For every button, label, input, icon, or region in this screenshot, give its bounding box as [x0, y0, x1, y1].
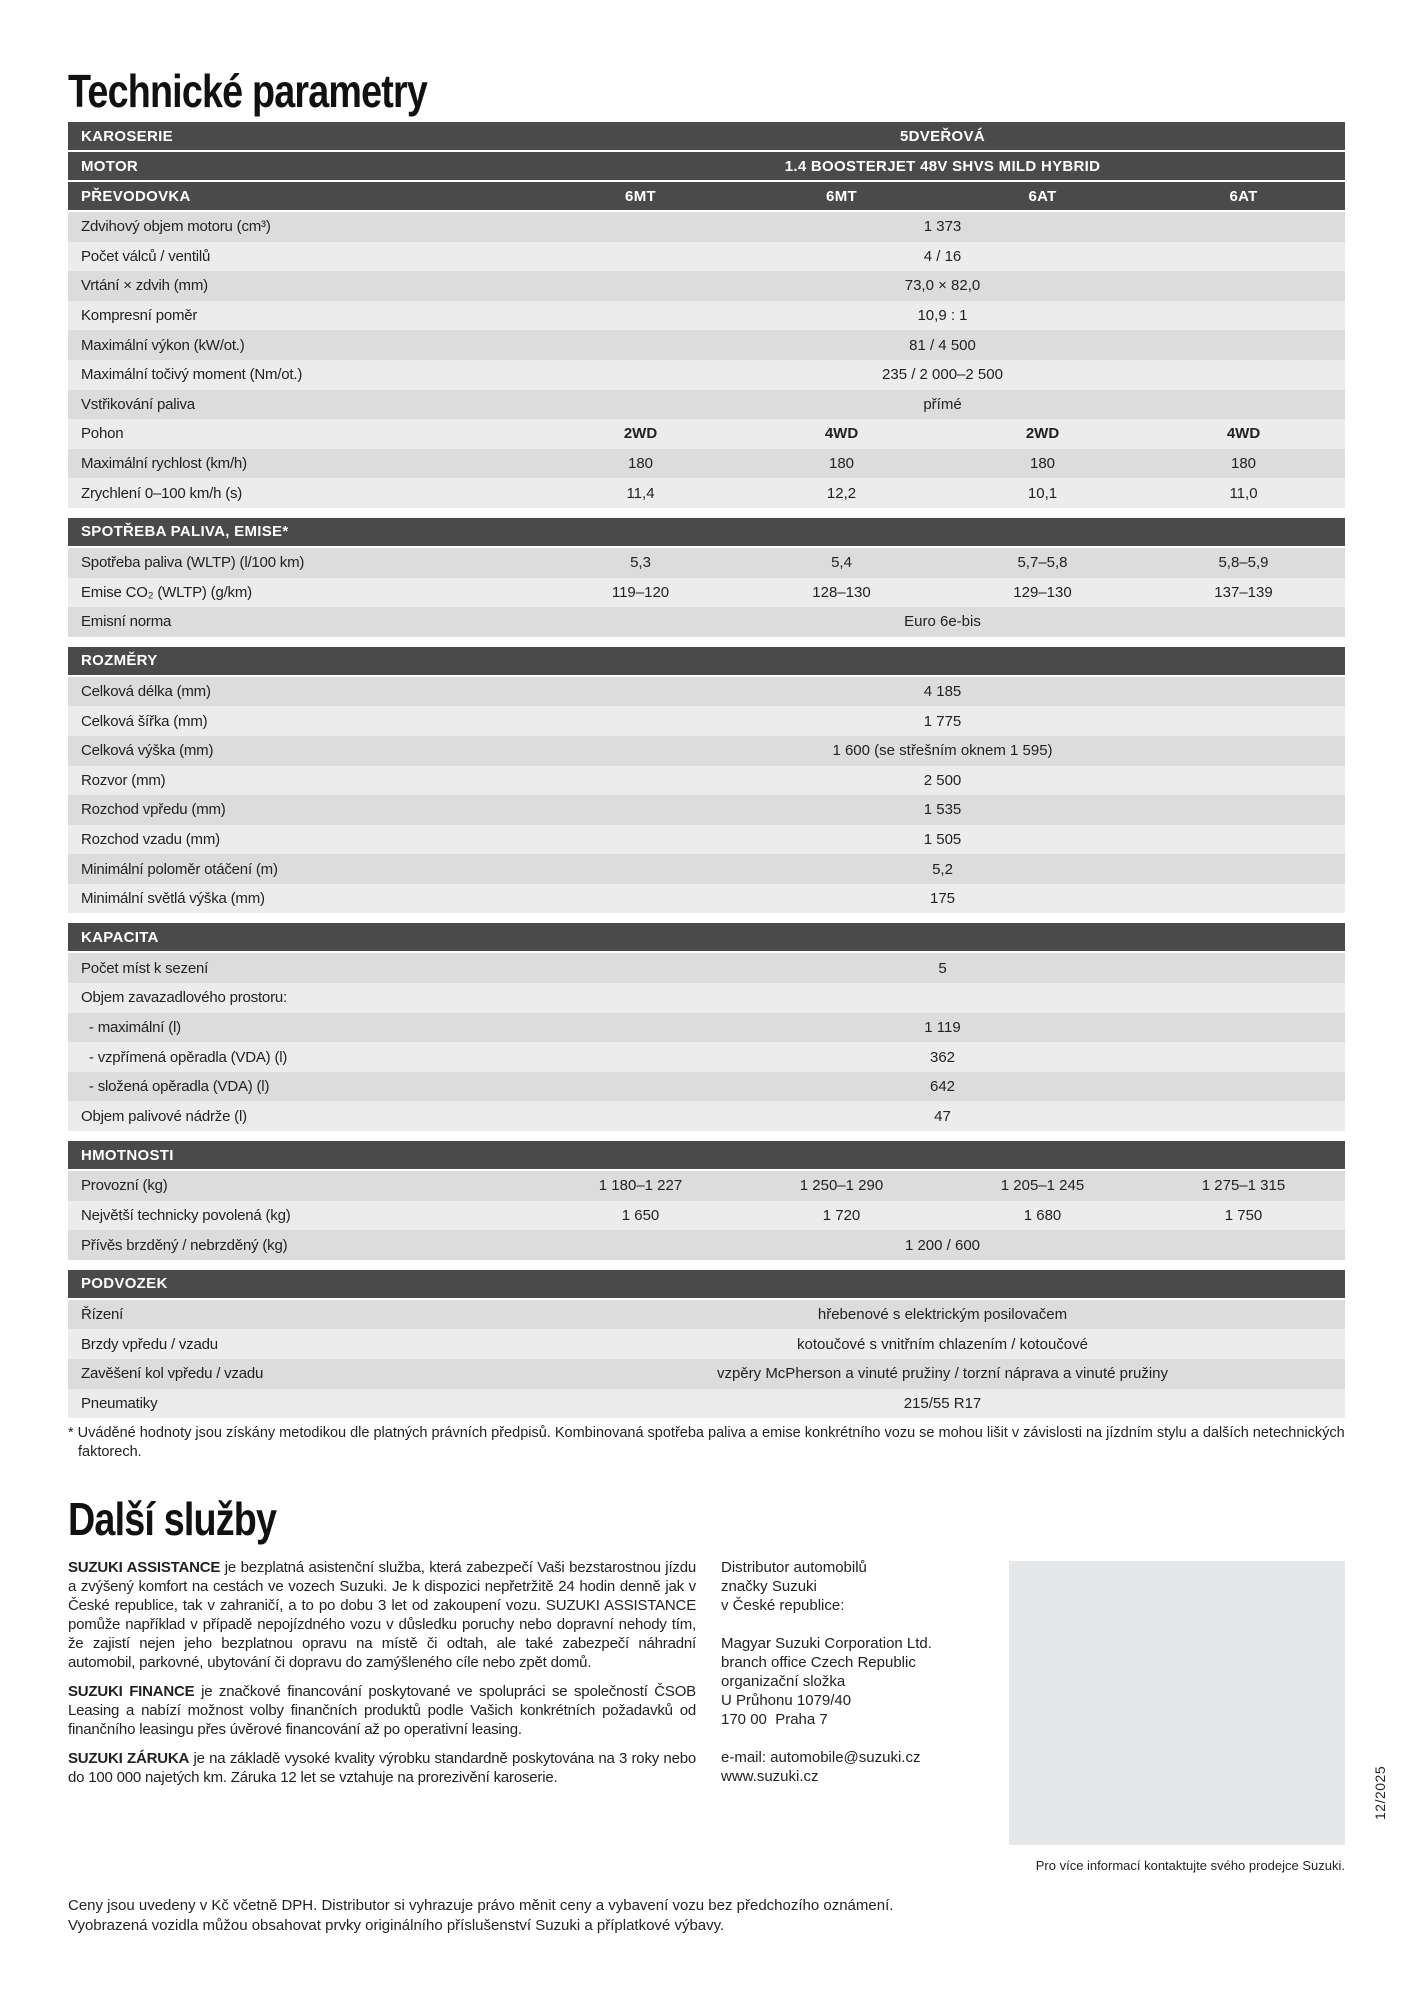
table-row	[68, 1359, 1345, 1389]
footnote: * Uváděné hodnoty jsou získány metodikou dle platných právních předpisů. Kombinovaná spotřeba paliva a emise konkrétního vozu se mohou lišit v závislosti na jízdním stylu a dalších netechnických faktorech.	[68, 1425, 1345, 1460]
service-name: SUZUKI FINANCE	[68, 1683, 195, 1700]
row-label: Emise CO₂ (WLTP) (g/km)	[81, 583, 252, 601]
cell-value: 1 180–1 227	[598, 1177, 683, 1195]
cell-value-span: 73,0 × 82,0	[904, 277, 981, 295]
page-title: Technické parametry	[68, 65, 428, 117]
section-header	[68, 1141, 1345, 1169]
dealer-caption: Pro více informací kontaktujte svého prodejce Suzuki.	[1035, 1858, 1345, 1873]
cell-value: 2WD	[1025, 425, 1060, 443]
bottom-notes	[68, 1896, 893, 1936]
cell-value-span: 4 185	[923, 683, 962, 701]
row-label: PŘEVODOVKA	[81, 187, 191, 205]
service-name: SUZUKI ASSISTANCE	[68, 1559, 221, 1576]
row-label: ROZMĚRY	[81, 652, 158, 670]
row-label: Pohon	[81, 425, 124, 443]
cell-value: 180	[828, 455, 855, 473]
table-row	[68, 677, 1345, 707]
row-label: Minimální světlá výška (mm)	[81, 890, 265, 908]
table-row	[68, 983, 1345, 1013]
row-label: Objem palivové nádrže (l)	[81, 1107, 247, 1125]
address-line: U Průhonu 1079/40	[721, 1692, 852, 1709]
service-warranty	[68, 1749, 696, 1787]
section-header	[68, 647, 1345, 675]
row-label: Provozní (kg)	[81, 1177, 168, 1195]
cell-value-span: 1.4 BOOSTERJET 48V SHVS MILD HYBRID	[784, 157, 1101, 175]
row-label: Spotřeba paliva (WLTP) (l/100 km)	[81, 554, 305, 572]
row-label: - složená opěradla (VDA) (l)	[81, 1078, 270, 1096]
row-label: - maximální (l)	[81, 1018, 181, 1036]
cell-value: 1 650	[621, 1206, 660, 1224]
row-label: Maximální výkon (kW/ot.)	[81, 336, 245, 354]
table-row	[68, 884, 1345, 914]
services-text	[68, 1558, 696, 1797]
table-row	[68, 390, 1345, 420]
cell-value-span: 1 775	[923, 712, 962, 730]
row-label: Objem zavazadlového prostoru:	[81, 989, 287, 1007]
row-label: HMOTNOSTI	[81, 1146, 174, 1164]
section-header	[68, 518, 1345, 546]
row-label: Rozchod vzadu (mm)	[81, 830, 220, 848]
distributor-line: Distributor automobilů	[721, 1559, 867, 1576]
cell-value: 1 750	[1224, 1206, 1263, 1224]
cell-value: 5,3	[630, 554, 651, 572]
email-link[interactable]: e-mail: automobile@suzuki.cz	[721, 1749, 921, 1766]
service-text: je bezplatná asistenční služba, která zabezpečí Vaši bezstarostnou jízdu a zvýšený komfort na cestách ve vozech Suzuki. Je k dispozici nepřetržitě 24 hodin denně jak v České republice, tak v zahraničí, a to po dobu 3 let od zakoupení vozu. SUZUKI ASSISTANCE pomůže například v případě nepojízdného vozu v důsledku poruchy nebo dopravní nehody tím, že zajistí nejen jeho bezplatnou opravu na místě či odtah, ale také zabezpečí náhradní automobil, parkovné, ubytování či dopravu do zamýšleného cíle nebo zpět domů.	[68, 1559, 696, 1671]
section-header	[68, 182, 1345, 210]
table-row	[68, 795, 1345, 825]
table-row	[68, 953, 1345, 983]
cell-value: 4WD	[1226, 425, 1261, 443]
table-row	[68, 706, 1345, 736]
cell-value-span: vzpěry McPherson a vinuté pružiny / torzní náprava a vinuté pružiny	[716, 1365, 1169, 1383]
cell-value-span: 362	[929, 1048, 956, 1066]
table-row	[68, 242, 1345, 272]
cell-value-span: 5DVEŘOVÁ	[900, 127, 985, 145]
table-row	[68, 1300, 1345, 1330]
service-name: SUZUKI ZÁRUKA	[68, 1750, 190, 1767]
service-finance	[68, 1682, 696, 1739]
cell-value: 1 720	[822, 1206, 861, 1224]
table-row	[68, 212, 1345, 242]
cell-value: 180	[1230, 455, 1257, 473]
section-header	[68, 152, 1345, 180]
table-row	[68, 360, 1345, 390]
cell-value: 1 275–1 315	[1201, 1177, 1286, 1195]
table-row	[68, 766, 1345, 796]
section-header	[68, 923, 1345, 951]
row-label: Rozvor (mm)	[81, 771, 166, 789]
service-assistance	[68, 1558, 696, 1672]
row-label: Pneumatiky	[81, 1394, 158, 1412]
cell-value: 119–120	[611, 583, 670, 601]
table-row	[68, 1201, 1345, 1231]
table-row	[68, 449, 1345, 479]
cell-value-span: kotoučové s vnitřním chlazením / kotoučové	[797, 1335, 1088, 1353]
address-line: 170 00 Praha 7	[721, 1711, 828, 1728]
row-label: Řízení	[81, 1306, 124, 1324]
cell-value: 5,7–5,8	[1017, 554, 1068, 572]
cell-value-span: 5	[938, 959, 947, 977]
cell-value: 11,0	[1229, 484, 1258, 502]
row-label: - vzpřímená opěradla (VDA) (l)	[81, 1048, 288, 1066]
table-row	[68, 607, 1345, 637]
cell-value-span: 175	[929, 890, 956, 908]
address-line: branch office Czech Republic	[721, 1654, 916, 1671]
distributor-line: v České republice:	[721, 1597, 845, 1614]
cell-value-span: Euro 6e-bis	[904, 613, 981, 631]
row-label: Vrtání × zdvih (mm)	[81, 277, 208, 295]
distributor-info	[721, 1558, 932, 1786]
table-row	[68, 1101, 1345, 1131]
cell-value: 2WD	[623, 425, 658, 443]
table-row	[68, 330, 1345, 360]
row-label: Zdvihový objem motoru (cm³)	[81, 218, 271, 236]
table-row	[68, 548, 1345, 578]
cell-value: 180	[627, 455, 654, 473]
row-label: Počet míst k sezení	[81, 959, 209, 977]
row-label: KAPACITA	[81, 928, 159, 946]
table-row	[68, 825, 1345, 855]
cell-value-span: 5,2	[932, 860, 953, 878]
spec-section	[68, 1141, 1345, 1260]
cell-value-span: 215/55 R17	[903, 1394, 982, 1412]
cell-value-span: 47	[934, 1107, 951, 1125]
row-label: Rozchod vpředu (mm)	[81, 801, 226, 819]
cell-value: 137–139	[1214, 583, 1273, 601]
service-text: je na základě vysoké kvality výrobku standardně poskytována na 3 roky nebo do 100 000 najetých km. Záruka 12 let se vztahuje na prorezivění karoserie.	[68, 1750, 696, 1786]
services-title: Další služby	[68, 1493, 277, 1545]
table-row	[68, 1042, 1345, 1072]
section-header	[68, 1270, 1345, 1298]
cell-value-span: 1 505	[923, 830, 962, 848]
cell-value-span: 4 / 16	[923, 247, 962, 265]
date-code: 12/2025	[1372, 1765, 1388, 1820]
cell-value: 1 250–1 290	[799, 1177, 884, 1195]
row-label: Maximální rychlost (km/h)	[81, 455, 247, 473]
table-row	[68, 736, 1345, 766]
row-label: Zrychlení 0–100 km/h (s)	[81, 484, 243, 502]
cell-value: 4WD	[824, 425, 859, 443]
cell-value: 6MT	[826, 187, 857, 205]
table-row	[68, 1389, 1345, 1419]
cell-value: 5,4	[831, 554, 852, 572]
distributor-line: značky Suzuki	[721, 1578, 817, 1595]
spec-section	[68, 518, 1345, 637]
cell-value-span: 1 600 (se střešním oknem 1 595)	[832, 742, 1053, 760]
cell-value: 6MT	[625, 187, 656, 205]
table-row	[68, 1072, 1345, 1102]
cell-value: 5,8–5,9	[1218, 554, 1269, 572]
table-row	[68, 578, 1345, 608]
row-label: Přívěs brzděný / nebrzděný (kg)	[81, 1236, 288, 1254]
row-label: Celková šířka (mm)	[81, 712, 208, 730]
row-label: Kompresní poměr	[81, 307, 198, 325]
cell-value-span: 1 535	[923, 801, 962, 819]
cell-value: 1 680	[1023, 1206, 1062, 1224]
cell-value-span: 1 119	[924, 1018, 961, 1036]
spec-section	[68, 647, 1345, 914]
row-label: KAROSERIE	[81, 127, 173, 145]
row-label: SPOTŘEBA PALIVA, EMISE*	[81, 523, 289, 541]
spec-section	[68, 1270, 1345, 1418]
cell-value: 12,2	[826, 484, 857, 502]
table-row	[68, 478, 1345, 508]
spec-section	[68, 923, 1345, 1131]
accessory-note: Vyobrazená vozidla můžou obsahovat prvky originálního příslušenství Suzuki a příplatkové výbavy.	[68, 1917, 725, 1934]
address-line: Magyar Suzuki Corporation Ltd.	[721, 1635, 932, 1652]
spec-section	[68, 122, 1345, 508]
cell-value-span: 1 373	[923, 218, 962, 236]
cell-value-span: 1 200 / 600	[904, 1236, 981, 1254]
service-text: je značkové financování poskytované ve spolupráci se společností ČSOB Leasing a nabízí možnost volby finančních produktů podle Vašich konkrétních požadavků od finančního leasingu přes úvěrové financování až po operativní leasing.	[68, 1683, 696, 1738]
cell-value-span: 2 500	[923, 771, 962, 789]
table-row	[68, 1230, 1345, 1260]
cell-value-span: přímé	[923, 395, 962, 413]
cell-value-span: 642	[929, 1078, 956, 1096]
cell-value-span: hřebenové s elektrickým posilovačem	[817, 1306, 1068, 1324]
table-row	[68, 271, 1345, 301]
cell-value: 180	[1029, 455, 1056, 473]
address-line: organizační složka	[721, 1673, 846, 1690]
cell-value-span: 235 / 2 000–2 500	[882, 366, 1003, 384]
row-label: Zavěšení kol vpředu / vzadu	[81, 1365, 264, 1383]
cell-value: 1 205–1 245	[1000, 1177, 1085, 1195]
cell-value-span: 81 / 4 500	[909, 336, 976, 354]
cell-value: 6AT	[1229, 187, 1258, 205]
row-label: Počet válců / ventilů	[81, 247, 211, 265]
cell-value: 6AT	[1028, 187, 1057, 205]
spec-table	[68, 122, 1345, 1428]
row-label: Celková délka (mm)	[81, 683, 211, 701]
dealer-stamp-area	[1009, 1561, 1345, 1845]
cell-value: 11,4	[626, 484, 655, 502]
cell-value: 129–130	[1013, 583, 1072, 601]
row-label: Největší technicky povolená (kg)	[81, 1206, 291, 1224]
table-row	[68, 1329, 1345, 1359]
row-label: Vstřikování paliva	[81, 395, 195, 413]
row-label: MOTOR	[81, 157, 139, 175]
table-row	[68, 419, 1345, 449]
row-label: Maximální točivý moment (Nm/ot.)	[81, 366, 303, 384]
table-row	[68, 301, 1345, 331]
row-label: Minimální poloměr otáčení (m)	[81, 860, 278, 878]
cell-value-span: 10,9 : 1	[917, 307, 968, 325]
cell-value: 128–130	[812, 583, 871, 601]
row-label: Emisní norma	[81, 613, 172, 631]
price-note: Ceny jsou uvedeny v Kč včetně DPH. Distributor si vyhrazuje právo měnit ceny a vybavení vozu bez předchozího oznámení.	[68, 1897, 894, 1914]
website-link[interactable]: www.suzuki.cz	[721, 1768, 819, 1785]
table-row	[68, 1013, 1345, 1043]
row-label: Celková výška (mm)	[81, 742, 214, 760]
table-row	[68, 1171, 1345, 1201]
cell-value: 10,1	[1027, 484, 1058, 502]
table-row	[68, 854, 1345, 884]
section-header	[68, 122, 1345, 150]
row-label: PODVOZEK	[81, 1275, 168, 1293]
row-label: Brzdy vpředu / vzadu	[81, 1335, 218, 1353]
